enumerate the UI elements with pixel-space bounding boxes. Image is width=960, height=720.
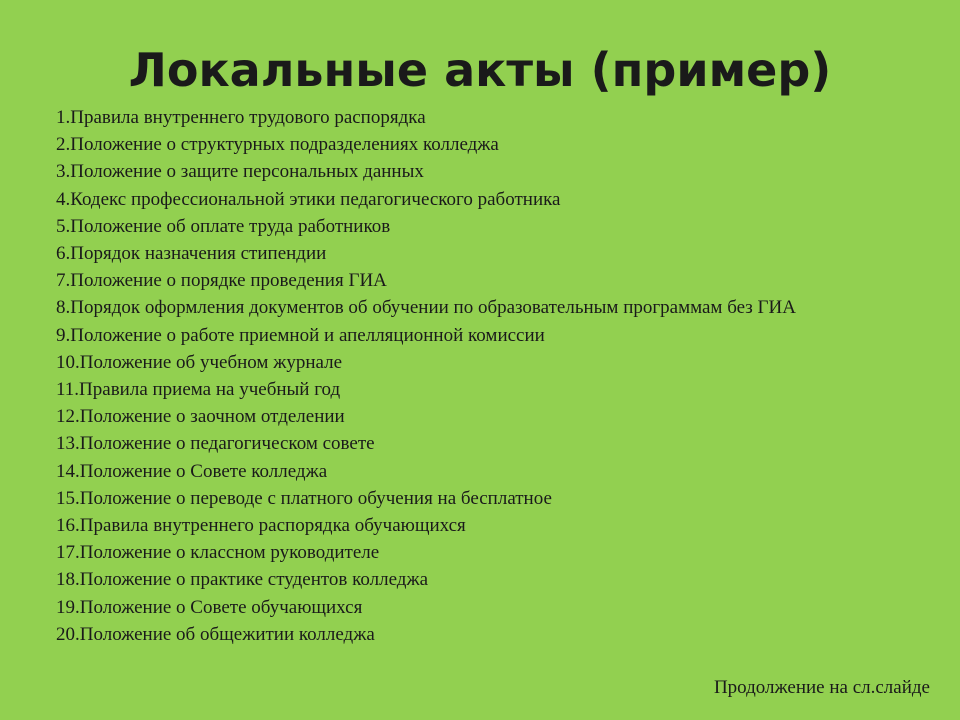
local-acts-list <box>56 104 906 648</box>
list-item: 2.Положение о структурных подразделениях колледжа <box>56 134 499 156</box>
list-item: 10.Положение об учебном журнале <box>56 351 343 373</box>
list-item: 4.Кодекс профессиональной этики педагогического работника <box>56 188 561 210</box>
list-item: 1.Правила внутреннего трудового распорядка <box>56 107 426 128</box>
slide-title: Локальные акты (пример) <box>128 43 832 97</box>
list-item: 18.Положение о практике студентов колледжа <box>56 569 429 591</box>
list-item: 16.Правила внутреннего распорядка обучающихся <box>56 515 466 537</box>
list-item: 12.Положение о заочном отделении <box>56 406 345 428</box>
list-item: 8.Порядок оформления документов об обучении по образовательным программам без ГИА <box>56 297 796 319</box>
list-item: 7.Положение о порядке проведения ГИА <box>56 270 387 292</box>
list-item: 9.Положение о работе приемной и апелляционной комиссии <box>56 324 545 346</box>
list-item: 11.Правила приема на учебный год <box>56 379 341 401</box>
list-item: 3.Положение о защите персональных данных <box>56 161 424 183</box>
list-item: 14.Положение о Совете колледжа <box>56 460 328 482</box>
list-item: 19.Положение о Совете обучающихся <box>56 596 363 618</box>
continuation-note: Продолжение на сл.слайде <box>713 677 930 698</box>
list-item: 20.Положение об общежитии колледжа <box>56 623 375 645</box>
list-item: 13.Положение о педагогическом совете <box>56 433 375 455</box>
list-item: 17.Положение о классном руководителе <box>56 542 380 564</box>
list-item: 6.Порядок назначения стипендии <box>56 243 327 265</box>
list-item: 5.Положение об оплате труда работников <box>56 215 391 237</box>
list-item: 15.Положение о переводе с платного обучения на бесплатное <box>56 487 552 509</box>
